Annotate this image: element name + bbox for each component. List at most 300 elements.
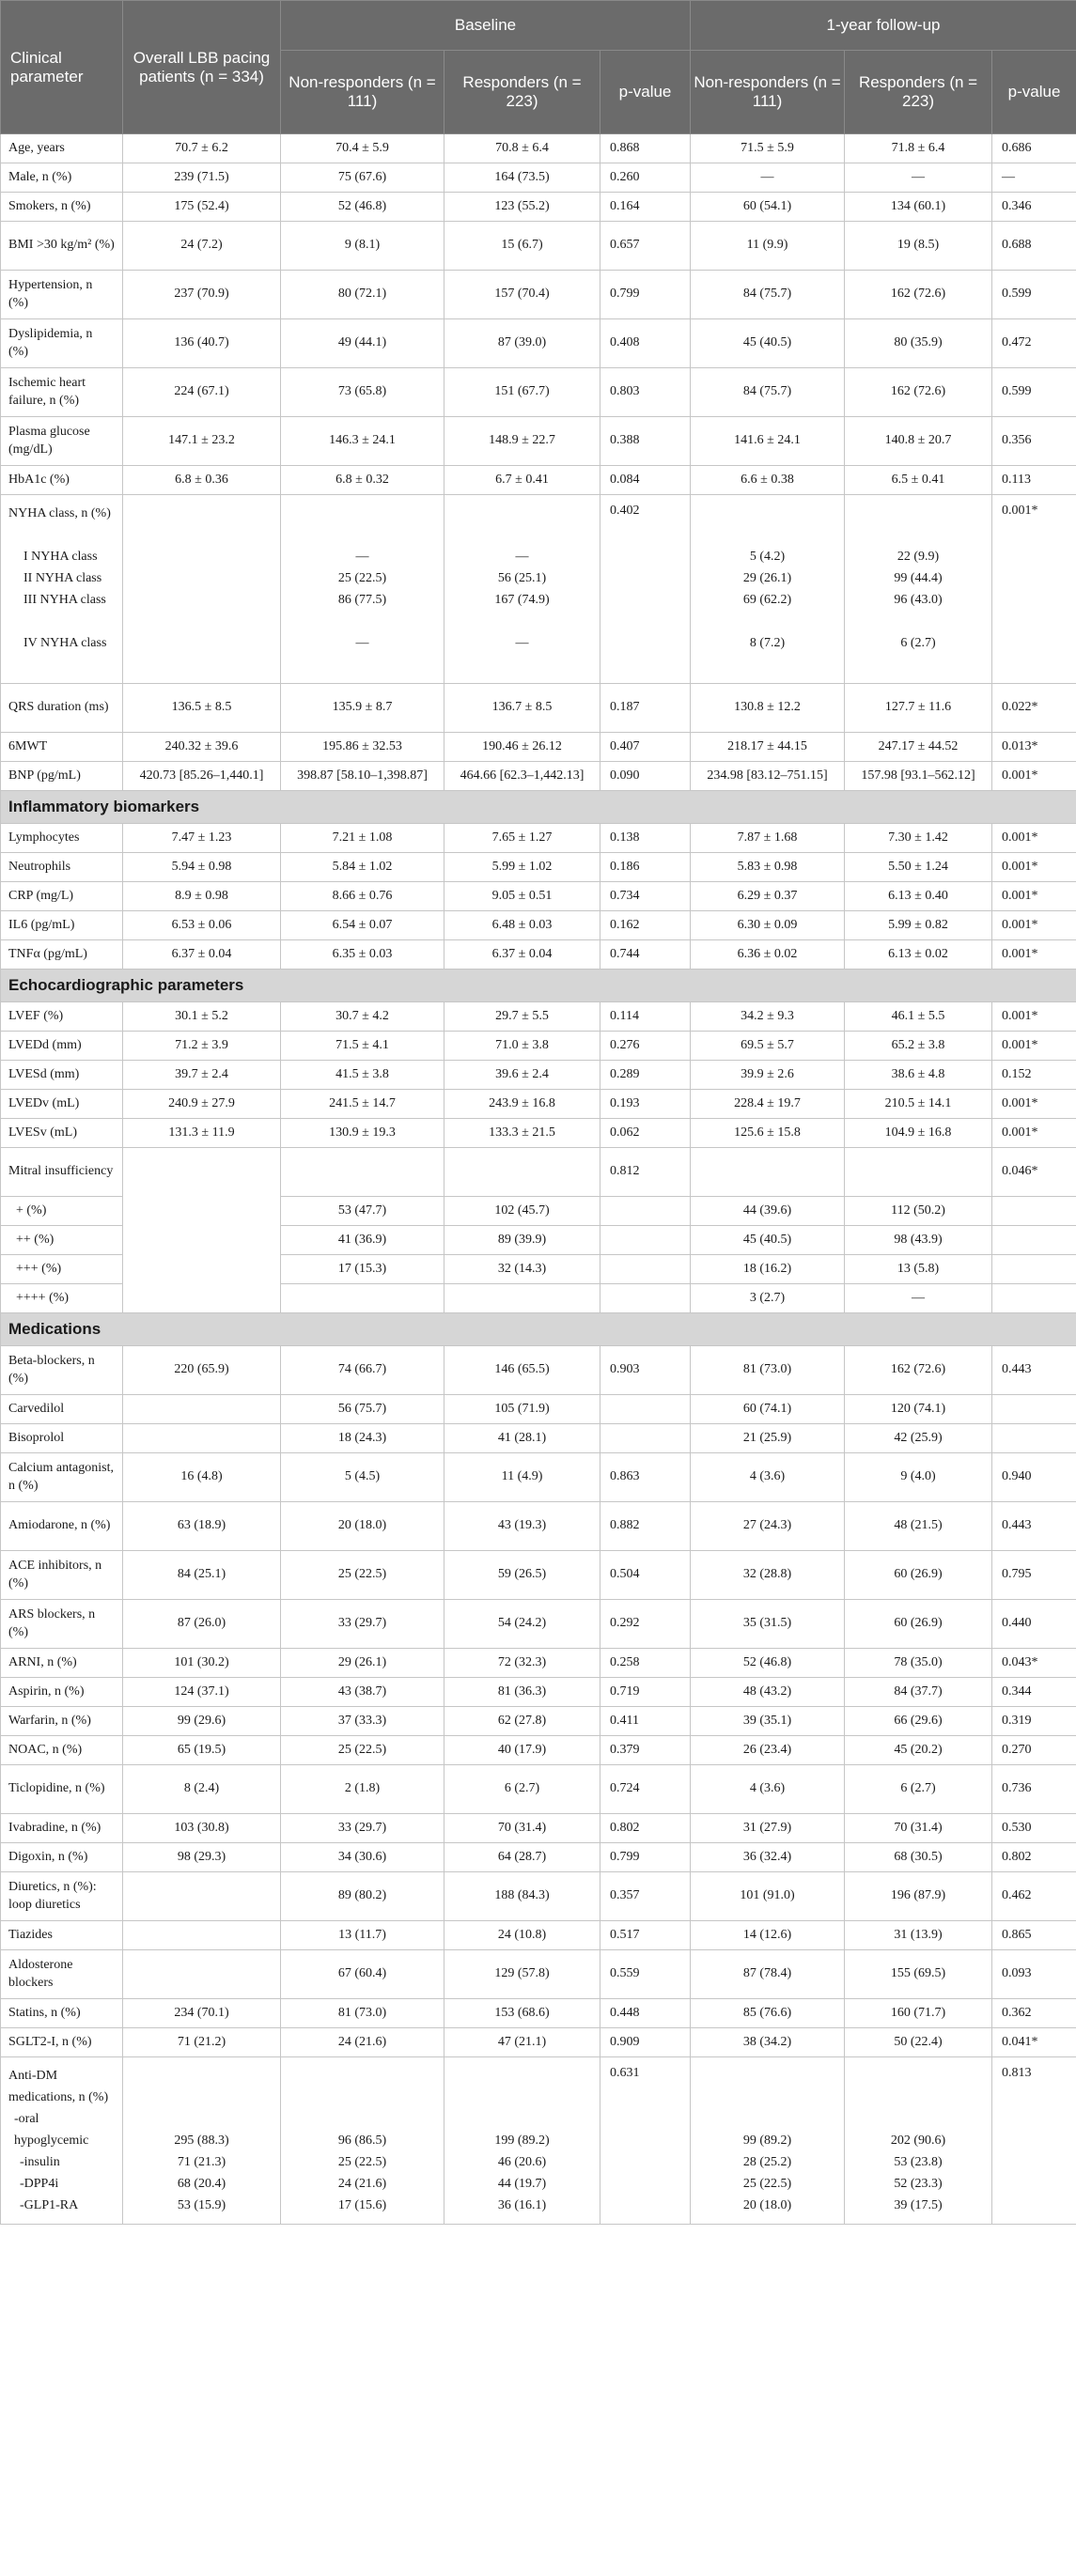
- value-cell: 17 (15.3): [281, 1255, 444, 1284]
- value-cell: 32 (28.8): [691, 1551, 845, 1600]
- value-cell: 0.407: [600, 733, 691, 762]
- value-cell: 6.5 ± 0.41: [845, 466, 992, 495]
- value-cell: [600, 1255, 691, 1284]
- mitral-label: Mitral insufficiency: [1, 1148, 123, 1197]
- value-cell: 87 (78.4): [691, 1950, 845, 1999]
- value-cell: 71.8 ± 6.4: [845, 134, 992, 163]
- nyha-value: 29 (26.1): [742, 571, 792, 585]
- table-row: [1, 1395, 1076, 1424]
- value-cell: 153 (68.6): [444, 1999, 600, 2028]
- value-cell: 6 (2.7): [444, 1765, 600, 1814]
- value-cell: 0.043*: [992, 1649, 1076, 1678]
- value-cell: 3 (2.7): [691, 1284, 845, 1313]
- value-cell: 24 (7.2): [123, 222, 281, 271]
- value-cell: 0.443: [992, 1346, 1076, 1395]
- value-cell: [123, 1395, 281, 1424]
- value-cell: 70.7 ± 6.2: [123, 134, 281, 163]
- row-label: BMI >30 kg/m² (%): [1, 222, 123, 271]
- nyha-value: 6 (2.7): [900, 636, 936, 650]
- antidm-value: 199 (89.2): [494, 2134, 550, 2148]
- table-row: [1, 1119, 1076, 1148]
- value-cell: 0.319: [992, 1707, 1076, 1736]
- value-cell: 39.7 ± 2.4: [123, 1061, 281, 1090]
- antidm-item-label: -GLP1-RA: [20, 2198, 79, 2212]
- value-cell: 80 (72.1): [281, 271, 444, 319]
- value-cell: 162 (72.6): [845, 271, 992, 319]
- value-cell: 0.356: [992, 417, 1076, 466]
- row-label: Statins, n (%): [1, 1999, 123, 2028]
- nyha-value: —: [515, 636, 529, 650]
- value-cell: 239 (71.5): [123, 163, 281, 193]
- nyha-value: —: [355, 636, 369, 650]
- value-cell: 6.37 ± 0.04: [123, 940, 281, 970]
- nyha-p-baseline: 0.402: [600, 495, 691, 684]
- value-cell: 151 (67.7): [444, 368, 600, 417]
- value-cell: 6.8 ± 0.36: [123, 466, 281, 495]
- table-header: [1, 1, 1076, 134]
- table-row: [1, 368, 1076, 417]
- value-cell: 63 (18.9): [123, 1502, 281, 1551]
- value-cell: 0.001*: [992, 940, 1076, 970]
- value-cell: 0.001*: [992, 1119, 1076, 1148]
- header-followup: 1-year follow-up: [691, 1, 1076, 51]
- value-cell: 102 (45.7): [444, 1197, 600, 1226]
- value-cell: 218.17 ± 44.15: [691, 733, 845, 762]
- row-label: QRS duration (ms): [1, 684, 123, 733]
- section-inflammatory: [1, 791, 1076, 824]
- value-cell: 87 (26.0): [123, 1600, 281, 1649]
- value-cell: 130.8 ± 12.2: [691, 684, 845, 733]
- value-cell: 47 (21.1): [444, 2028, 600, 2057]
- antidm-r-f: [845, 2057, 992, 2225]
- mitral-p-baseline: 0.812: [600, 1148, 691, 1197]
- value-cell: 5.83 ± 0.98: [691, 853, 845, 882]
- mitral-p-followup: 0.046*: [992, 1148, 1076, 1197]
- nyha-value: —: [355, 550, 369, 564]
- value-cell: 0.868: [600, 134, 691, 163]
- table-row: [1, 882, 1076, 911]
- value-cell: 5.50 ± 1.24: [845, 853, 992, 882]
- value-cell: 6.29 ± 0.37: [691, 882, 845, 911]
- value-cell: 464.66 [62.3–1,442.13]: [444, 762, 600, 791]
- value-cell: 31 (13.9): [845, 1921, 992, 1950]
- value-cell: 0.090: [600, 762, 691, 791]
- value-cell: 66 (29.6): [845, 1707, 992, 1736]
- value-cell: 5.84 ± 1.02: [281, 853, 444, 882]
- value-cell: 69.5 ± 5.7: [691, 1032, 845, 1061]
- value-cell: 60 (26.9): [845, 1600, 992, 1649]
- value-cell: 104.9 ± 16.8: [845, 1119, 992, 1148]
- value-cell: 31 (27.9): [691, 1814, 845, 1843]
- value-cell: 7.65 ± 1.27: [444, 824, 600, 853]
- header-responders-followup: Responders (n = 223): [845, 51, 992, 134]
- value-cell: 243.9 ± 16.8: [444, 1090, 600, 1119]
- value-cell: 160 (71.7): [845, 1999, 992, 2028]
- value-cell: 136.7 ± 8.5: [444, 684, 600, 733]
- value-cell: 0.530: [992, 1814, 1076, 1843]
- value-cell: 147.1 ± 23.2: [123, 417, 281, 466]
- value-cell: 0.940: [992, 1453, 1076, 1502]
- value-cell: 5.94 ± 0.98: [123, 853, 281, 882]
- table-row: [1, 1950, 1076, 1999]
- value-cell: 240.32 ± 39.6: [123, 733, 281, 762]
- value-cell: 0.193: [600, 1090, 691, 1119]
- table-row: [1, 824, 1076, 853]
- table-row: [1, 134, 1076, 163]
- row-label: Ticlopidine, n (%): [1, 1765, 123, 1814]
- table-row: [1, 1600, 1076, 1649]
- value-cell: 196 (87.9): [845, 1872, 992, 1921]
- value-cell: 53 (47.7): [281, 1197, 444, 1226]
- value-cell: 11 (4.9): [444, 1453, 600, 1502]
- value-cell: 42 (25.9): [845, 1424, 992, 1453]
- mitral-grade-label: +++ (%): [1, 1255, 123, 1284]
- nyha-value: —: [515, 550, 529, 564]
- table-row: [1, 1453, 1076, 1502]
- value-cell: 8 (2.4): [123, 1765, 281, 1814]
- table-row: [1, 1843, 1076, 1872]
- value-cell: 141.6 ± 24.1: [691, 417, 845, 466]
- value-cell: 0.289: [600, 1061, 691, 1090]
- value-cell: 72 (32.3): [444, 1649, 600, 1678]
- value-cell: 5.99 ± 1.02: [444, 853, 600, 882]
- table-row: [1, 222, 1076, 271]
- value-cell: 85 (76.6): [691, 1999, 845, 2028]
- value-cell: 0.162: [600, 911, 691, 940]
- value-cell: 54 (24.2): [444, 1600, 600, 1649]
- value-cell: 162 (72.6): [845, 368, 992, 417]
- value-cell: 0.152: [992, 1061, 1076, 1090]
- value-cell: 46.1 ± 5.5: [845, 1002, 992, 1032]
- nyha-nr_b: [281, 495, 444, 684]
- header-responders-baseline: Responders (n = 223): [444, 51, 600, 134]
- row-label: Aspirin, n (%): [1, 1678, 123, 1707]
- value-cell: 6.7 ± 0.41: [444, 466, 600, 495]
- value-cell: [992, 1424, 1076, 1453]
- row-label: Smokers, n (%): [1, 193, 123, 222]
- nyha-row: [1, 495, 1076, 684]
- row-label: Plasma glucose (mg/dL): [1, 417, 123, 466]
- value-cell: 127.7 ± 11.6: [845, 684, 992, 733]
- value-cell: —: [845, 1284, 992, 1313]
- row-label: LVEF (%): [1, 1002, 123, 1032]
- antidm-value: 20 (18.0): [742, 2198, 792, 2212]
- value-cell: [281, 1284, 444, 1313]
- row-label: Digoxin, n (%): [1, 1843, 123, 1872]
- table-body: [1, 134, 1076, 2225]
- value-cell: 0.258: [600, 1649, 691, 1678]
- value-cell: 6.13 ± 0.40: [845, 882, 992, 911]
- value-cell: 0.388: [600, 417, 691, 466]
- value-cell: 0.863: [600, 1453, 691, 1502]
- nyha-value: 22 (9.9): [897, 550, 940, 564]
- value-cell: 49 (44.1): [281, 319, 444, 368]
- value-cell: 70.4 ± 5.9: [281, 134, 444, 163]
- value-cell: 4 (3.6): [691, 1765, 845, 1814]
- value-cell: 9 (4.0): [845, 1453, 992, 1502]
- value-cell: 18 (16.2): [691, 1255, 845, 1284]
- nyha-value: 99 (44.4): [894, 571, 943, 585]
- value-cell: 0.001*: [992, 1032, 1076, 1061]
- value-cell: 130.9 ± 19.3: [281, 1119, 444, 1148]
- value-cell: 6.35 ± 0.03: [281, 940, 444, 970]
- value-cell: [600, 1284, 691, 1313]
- row-label: ARS blockers, n (%): [1, 1600, 123, 1649]
- value-cell: 34.2 ± 9.3: [691, 1002, 845, 1032]
- spacer-line: [452, 503, 592, 546]
- value-cell: 0.724: [600, 1765, 691, 1814]
- antidm-r-b: [444, 2057, 600, 2225]
- nyha-r_f: [845, 495, 992, 684]
- value-cell: 45 (20.2): [845, 1736, 992, 1765]
- table-row: [1, 466, 1076, 495]
- header-nonresponders-baseline: Non-responders (n = 111): [281, 51, 444, 134]
- row-label: ACE inhibitors, n (%): [1, 1551, 123, 1600]
- antidm-value: 202 (90.6): [890, 2134, 946, 2148]
- value-cell: 0.408: [600, 319, 691, 368]
- mitral-grade-label: + (%): [1, 1197, 123, 1226]
- row-label: Neutrophils: [1, 853, 123, 882]
- value-cell: 7.30 ± 1.42: [845, 824, 992, 853]
- value-cell: 0.001*: [992, 824, 1076, 853]
- value-cell: 73 (65.8): [281, 368, 444, 417]
- value-cell: 48 (21.5): [845, 1502, 992, 1551]
- mitral-row: [1, 1148, 1076, 1197]
- table-row: [1, 1765, 1076, 1814]
- value-cell: 20 (18.0): [281, 1502, 444, 1551]
- row-label: LVEDd (mm): [1, 1032, 123, 1061]
- value-cell: 6.6 ± 0.38: [691, 466, 845, 495]
- nyha-class-label: IV NYHA class: [23, 636, 107, 650]
- antidm-value: 52 (23.3): [894, 2177, 943, 2191]
- mitral-grade-label: ++ (%): [1, 1226, 123, 1255]
- row-label: Hypertension, n (%): [1, 271, 123, 319]
- value-cell: 81 (36.3): [444, 1678, 600, 1707]
- row-label: Warfarin, n (%): [1, 1707, 123, 1736]
- value-cell: 0.084: [600, 466, 691, 495]
- value-cell: 50 (22.4): [845, 2028, 992, 2057]
- table-row: [1, 2028, 1076, 2057]
- value-cell: 48 (43.2): [691, 1678, 845, 1707]
- value-cell: 123 (55.2): [444, 193, 600, 222]
- value-cell: —: [691, 163, 845, 193]
- nyha-r_b: [444, 495, 600, 684]
- value-cell: 2 (1.8): [281, 1765, 444, 1814]
- value-cell: 41.5 ± 3.8: [281, 1061, 444, 1090]
- value-cell: 33 (29.7): [281, 1814, 444, 1843]
- nyha-class-label: III NYHA class: [23, 593, 106, 607]
- value-cell: 71 (21.2): [123, 2028, 281, 2057]
- table-row: [1, 417, 1076, 466]
- antidm-item-label: -DPP4i: [20, 2177, 59, 2191]
- antidm-value: 36 (16.1): [497, 2198, 547, 2212]
- value-cell: 234.98 [83.12–751.15]: [691, 762, 845, 791]
- value-cell: 6.53 ± 0.06: [123, 911, 281, 940]
- value-cell: [600, 1424, 691, 1453]
- header-clinical-parameter: Clinical parameter: [1, 1, 123, 134]
- section-inflammatory-title: Inflammatory biomarkers: [1, 791, 1076, 824]
- value-cell: 36 (32.4): [691, 1843, 845, 1872]
- antidm-value: 99 (89.2): [742, 2134, 792, 2148]
- spacer-line: [698, 503, 836, 546]
- value-cell: 0.440: [992, 1600, 1076, 1649]
- value-cell: 0.001*: [992, 1090, 1076, 1119]
- value-cell: 0.802: [992, 1843, 1076, 1872]
- antidm-value: 25 (22.5): [742, 2177, 792, 2191]
- row-label: CRP (mg/L): [1, 882, 123, 911]
- value-cell: 0.411: [600, 1707, 691, 1736]
- value-cell: 162 (72.6): [845, 1346, 992, 1395]
- value-cell: 0.001*: [992, 762, 1076, 791]
- antidm-value: 24 (21.6): [337, 2177, 387, 2191]
- value-cell: —: [992, 163, 1076, 193]
- value-cell: 133.3 ± 21.5: [444, 1119, 600, 1148]
- value-cell: 101 (30.2): [123, 1649, 281, 1678]
- value-cell: 11 (9.9): [691, 222, 845, 271]
- value-cell: 60 (74.1): [691, 1395, 845, 1424]
- value-cell: 157.98 [93.1–562.12]: [845, 762, 992, 791]
- value-cell: 190.46 ± 26.12: [444, 733, 600, 762]
- value-cell: 30.1 ± 5.2: [123, 1002, 281, 1032]
- value-cell: 146 (65.5): [444, 1346, 600, 1395]
- value-cell: 60 (26.9): [845, 1551, 992, 1600]
- value-cell: 0.260: [600, 163, 691, 193]
- header-pvalue-baseline: p-value: [600, 51, 691, 134]
- value-cell: 40 (17.9): [444, 1736, 600, 1765]
- value-cell: 30.7 ± 4.2: [281, 1002, 444, 1032]
- value-cell: [992, 1255, 1076, 1284]
- value-cell: 64 (28.7): [444, 1843, 600, 1872]
- value-cell: 210.5 ± 14.1: [845, 1090, 992, 1119]
- value-cell: 25 (22.5): [281, 1551, 444, 1600]
- value-cell: 52 (46.8): [281, 193, 444, 222]
- value-cell: 0.362: [992, 1999, 1076, 2028]
- value-cell: 29 (26.1): [281, 1649, 444, 1678]
- value-cell: 0.443: [992, 1502, 1076, 1551]
- table-row: [1, 163, 1076, 193]
- value-cell: 0.346: [992, 193, 1076, 222]
- value-cell: 37 (33.3): [281, 1707, 444, 1736]
- value-cell: 136 (40.7): [123, 319, 281, 368]
- antidm-value: 96 (86.5): [337, 2134, 387, 2148]
- nyha-overall: [123, 495, 281, 684]
- value-cell: 19 (8.5): [845, 222, 992, 271]
- value-cell: 0.276: [600, 1032, 691, 1061]
- value-cell: [123, 1950, 281, 1999]
- value-cell: 98 (29.3): [123, 1843, 281, 1872]
- row-label: Dyslipidemia, n (%): [1, 319, 123, 368]
- value-cell: [992, 1226, 1076, 1255]
- value-cell: 7.21 ± 1.08: [281, 824, 444, 853]
- value-cell: 0.186: [600, 853, 691, 882]
- nyha-value: 56 (25.1): [497, 571, 547, 585]
- value-cell: 0.599: [992, 368, 1076, 417]
- value-cell: 15 (6.7): [444, 222, 600, 271]
- antidm-value: 25 (22.5): [337, 2155, 387, 2169]
- nyha-value: 69 (62.2): [742, 593, 792, 607]
- table-row: [1, 319, 1076, 368]
- value-cell: 0.187: [600, 684, 691, 733]
- table-row: [1, 1061, 1076, 1090]
- value-cell: 24 (21.6): [281, 2028, 444, 2057]
- value-cell: 9 (8.1): [281, 222, 444, 271]
- nyha-nr_f: [691, 495, 845, 684]
- value-cell: 25 (22.5): [281, 1736, 444, 1765]
- header-nonresponders-followup: Non-responders (n = 111): [691, 51, 845, 134]
- value-cell: [444, 1284, 600, 1313]
- section-echocardiographic: [1, 970, 1076, 1002]
- value-cell: 398.87 [58.10–1,398.87]: [281, 762, 444, 791]
- value-cell: 148.9 ± 22.7: [444, 417, 600, 466]
- value-cell: 146.3 ± 24.1: [281, 417, 444, 466]
- antidm-value: 53 (23.8): [894, 2155, 943, 2169]
- value-cell: 6.13 ± 0.02: [845, 940, 992, 970]
- row-label: Beta-blockers, n (%): [1, 1346, 123, 1395]
- value-cell: 29.7 ± 5.5: [444, 1002, 600, 1032]
- value-cell: 175 (52.4): [123, 193, 281, 222]
- value-cell: 7.87 ± 1.68: [691, 824, 845, 853]
- spacer-line: [288, 2065, 436, 2130]
- table-row: [1, 1551, 1076, 1600]
- spacer-line: [452, 2065, 592, 2130]
- antidm-value: 44 (19.7): [497, 2177, 547, 2191]
- value-cell: 0.022*: [992, 684, 1076, 733]
- row-label: Ischemic heart failure, n (%): [1, 368, 123, 417]
- table-row: [1, 1424, 1076, 1453]
- table-row: [1, 1872, 1076, 1921]
- value-cell: 32 (14.3): [444, 1255, 600, 1284]
- table-row: [1, 1090, 1076, 1119]
- value-cell: [992, 1284, 1076, 1313]
- row-label: Ivabradine, n (%): [1, 1814, 123, 1843]
- value-cell: 0.292: [600, 1600, 691, 1649]
- value-cell: 8.66 ± 0.76: [281, 882, 444, 911]
- value-cell: 241.5 ± 14.7: [281, 1090, 444, 1119]
- value-cell: 70 (31.4): [444, 1814, 600, 1843]
- value-cell: 89 (80.2): [281, 1872, 444, 1921]
- value-cell: 5 (4.5): [281, 1453, 444, 1502]
- table-row: [1, 1921, 1076, 1950]
- value-cell: 0.559: [600, 1950, 691, 1999]
- mitral-nr-b: [281, 1148, 444, 1197]
- value-cell: 6.48 ± 0.03: [444, 911, 600, 940]
- value-cell: 188 (84.3): [444, 1872, 600, 1921]
- row-label: IL6 (pg/mL): [1, 911, 123, 940]
- table-row: [1, 1502, 1076, 1551]
- value-cell: 9.05 ± 0.51: [444, 882, 600, 911]
- row-label: Male, n (%): [1, 163, 123, 193]
- antidm-value: 28 (25.2): [742, 2155, 792, 2169]
- table-row: [1, 1678, 1076, 1707]
- section-medications: [1, 1313, 1076, 1346]
- value-cell: 240.9 ± 27.9: [123, 1090, 281, 1119]
- table-row: [1, 1999, 1076, 2028]
- value-cell: 0.865: [992, 1921, 1076, 1950]
- value-cell: 27 (24.3): [691, 1502, 845, 1551]
- value-cell: 0.803: [600, 368, 691, 417]
- antidm-value: 17 (15.6): [337, 2198, 387, 2212]
- value-cell: 157 (70.4): [444, 271, 600, 319]
- nyha-value: 8 (7.2): [749, 636, 786, 650]
- value-cell: 98 (43.9): [845, 1226, 992, 1255]
- value-cell: [992, 1197, 1076, 1226]
- value-cell: 0.013*: [992, 733, 1076, 762]
- value-cell: 0.799: [600, 271, 691, 319]
- row-label: LVEDv (mL): [1, 1090, 123, 1119]
- value-cell: 120 (74.1): [845, 1395, 992, 1424]
- value-cell: 105 (71.9): [444, 1395, 600, 1424]
- spacer-line: [288, 503, 436, 546]
